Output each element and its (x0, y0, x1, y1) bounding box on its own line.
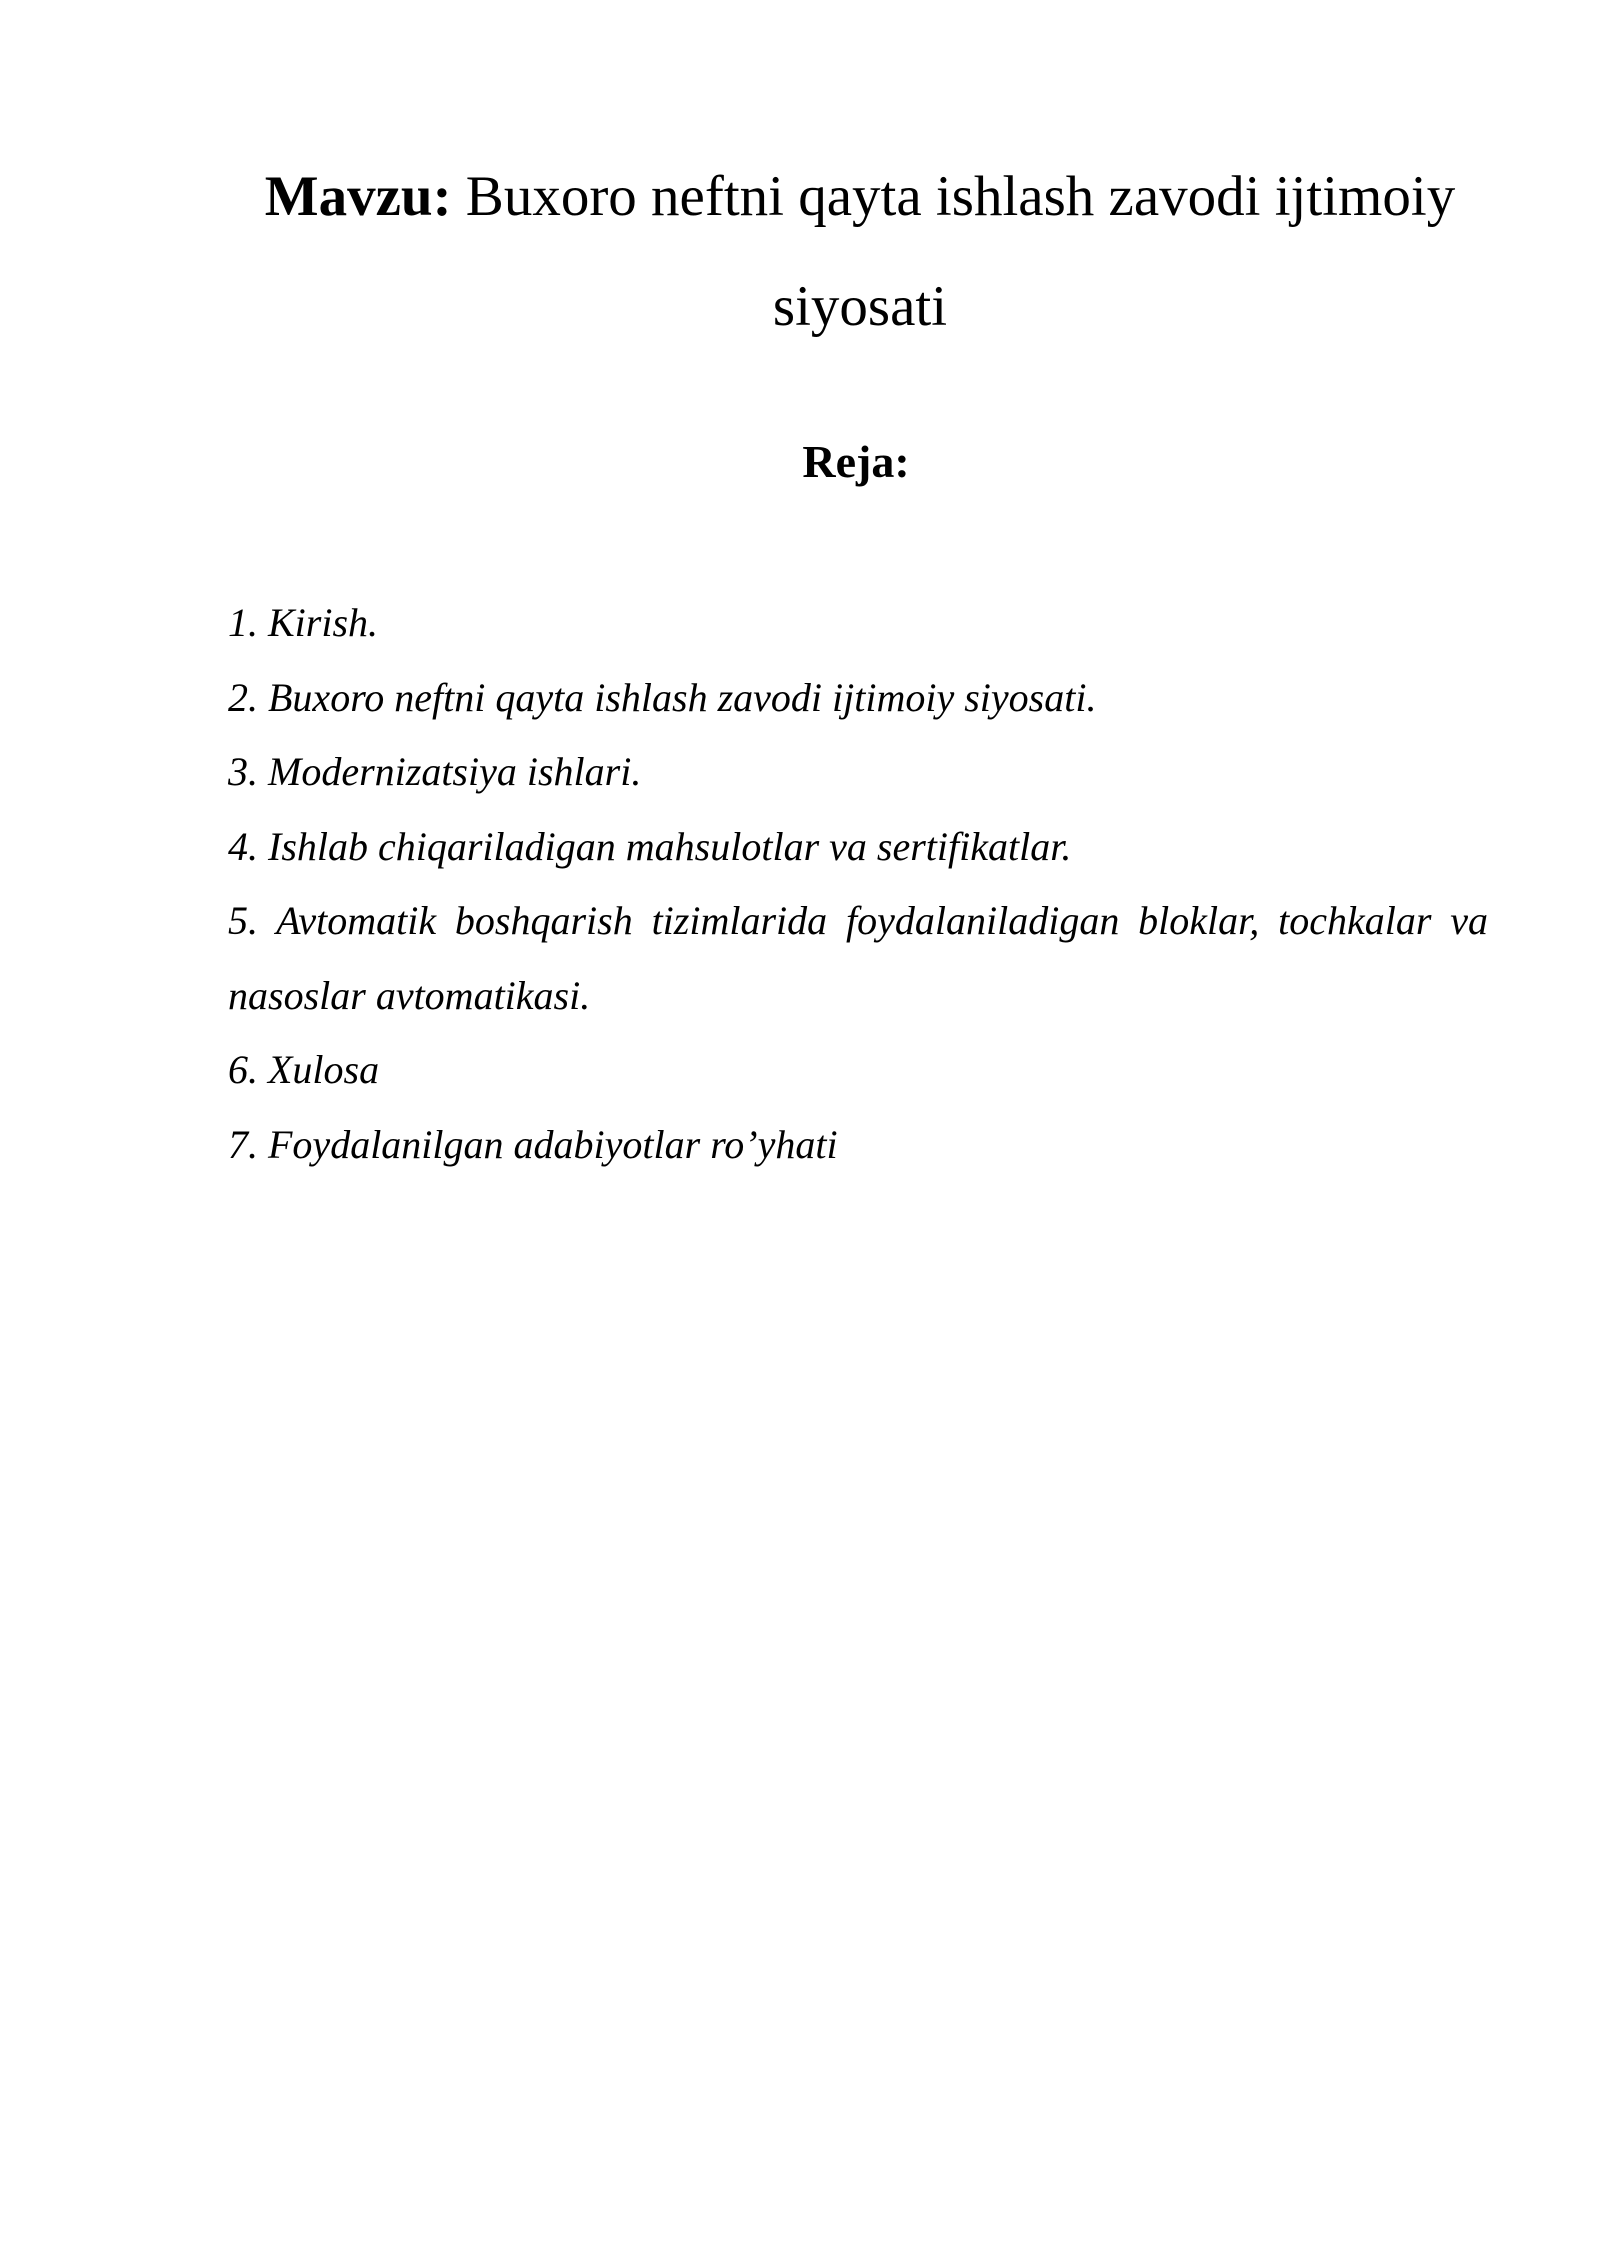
plan-list (228, 586, 1488, 1182)
page-title (225, 142, 1495, 362)
plan-item: 2. Buxoro neftni qayta ishlash zavodi ijtimoiy siyosati. (228, 674, 1097, 720)
plan-item: 4. Ishlab chiqariladigan mahsulotlar va sertifikatlar. (228, 823, 1072, 869)
plan-item: 7. Foydalanilgan adabiyotlar ro’yhati (228, 1121, 838, 1167)
title-lead: Mavzu: (264, 165, 452, 228)
plan-item: 3. Modernizatsiya ishlari. (228, 749, 642, 794)
plan-heading: Reja: (802, 436, 910, 487)
plan-item: 1. Kirish. (228, 600, 379, 645)
plan-item: 5. Avtomatik boshqarish tizimlarida foydalaniladigan bloklar, tochkalar va nasoslar avtomatikasi. (228, 898, 1488, 1018)
plan-item: 6. Xulosa (228, 1047, 380, 1092)
title-text: Buxoro neftni qayta ishlash zavodi ijtimoiy siyosati (465, 165, 1456, 338)
